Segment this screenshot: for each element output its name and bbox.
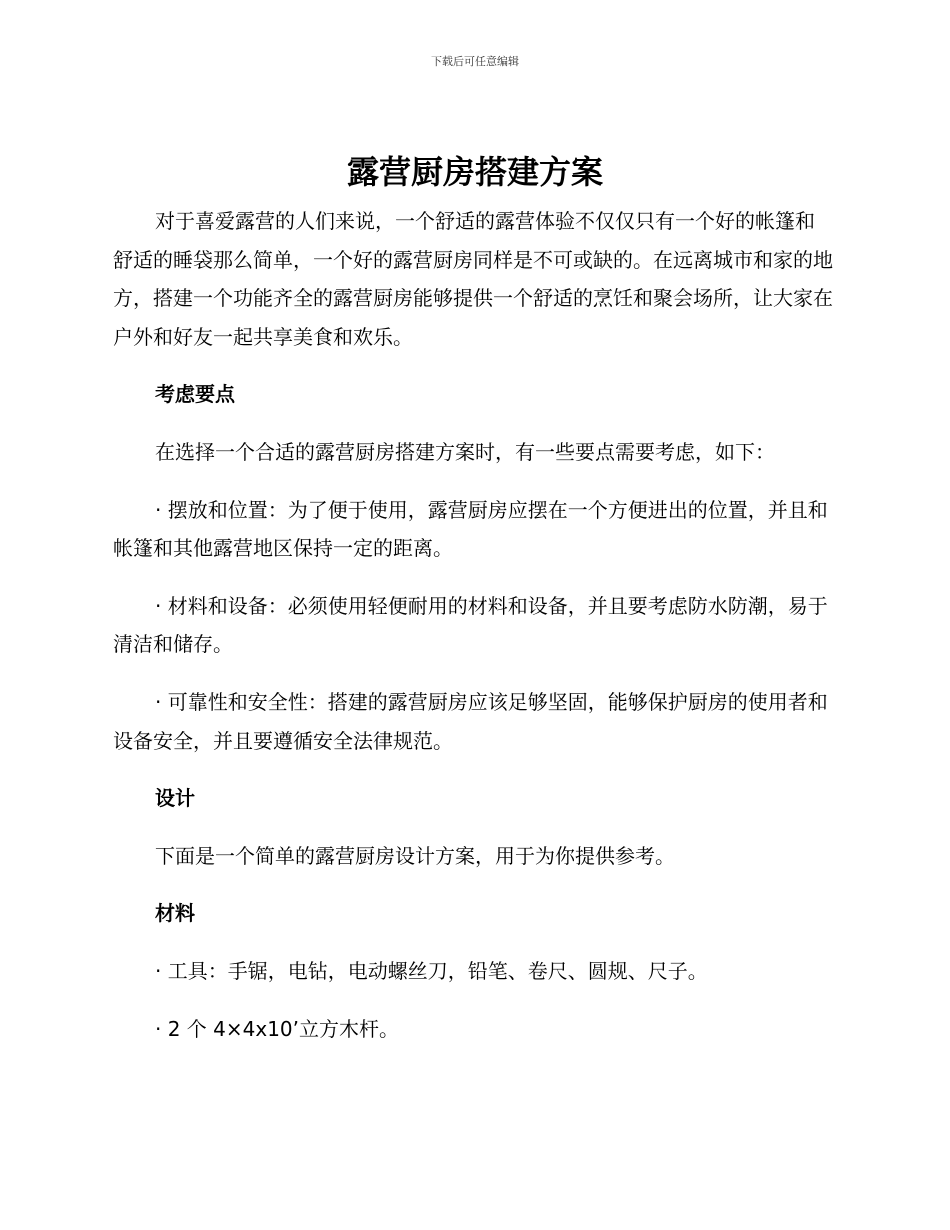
- list-item-materials-equipment: · 材料和设备：必须使用轻便耐用的材料和设备，并且要考虑防水防潮，易于清洁和储存。: [113, 593, 828, 657]
- list-item-placement: · 摆放和位置：为了便于使用，露营厨房应摆在一个方便进出的位置，并且和帐篷和其他露营地区保持一定的距离。: [113, 497, 828, 561]
- section-heading-design: 设计: [155, 786, 195, 811]
- section-heading-considerations: 考虑要点: [155, 382, 235, 407]
- document-title: 露营厨房搭建方案: [346, 153, 603, 191]
- list-item-reliability-safety: · 可靠性和安全性：搭建的露营厨房应该足够坚固，能够保护厨房的使用者和设备安全，并且要遵循安全法律规范。: [113, 689, 828, 753]
- list-item-wood-posts: · 2 个 4×4x10’立方木杆。: [155, 1016, 400, 1041]
- document-body: [113, 202, 833, 1048]
- list-item-tools: · 工具：手锯，电钻，电动螺丝刀，铅笔、卷尺、圆规、尺子。: [155, 958, 708, 983]
- design-paragraph: 下面是一个简单的露营厨房设计方案，用于为你提供参考。: [155, 843, 675, 868]
- considerations-lead: 在选择一个合适的露营厨房搭建方案时，有一些要点需要考虑，如下：: [155, 439, 775, 464]
- section-heading-materials: 材料: [155, 901, 195, 926]
- page-header-note: 下载后可任意编辑: [431, 55, 519, 68]
- intro-paragraph: 对于喜爱露营的人们来说，一个舒适的露营体验不仅仅只有一个好的帐篷和舒适的睡袋那么简单，一个好的露营厨房同样是不可或缺的。在远离城市和家的地方，搭建一个功能齐全的露营厨房能够提供一个舒适的烹饪和聚会场所，让大家在户外和好友一起共享美食和欢乐。: [113, 209, 833, 349]
